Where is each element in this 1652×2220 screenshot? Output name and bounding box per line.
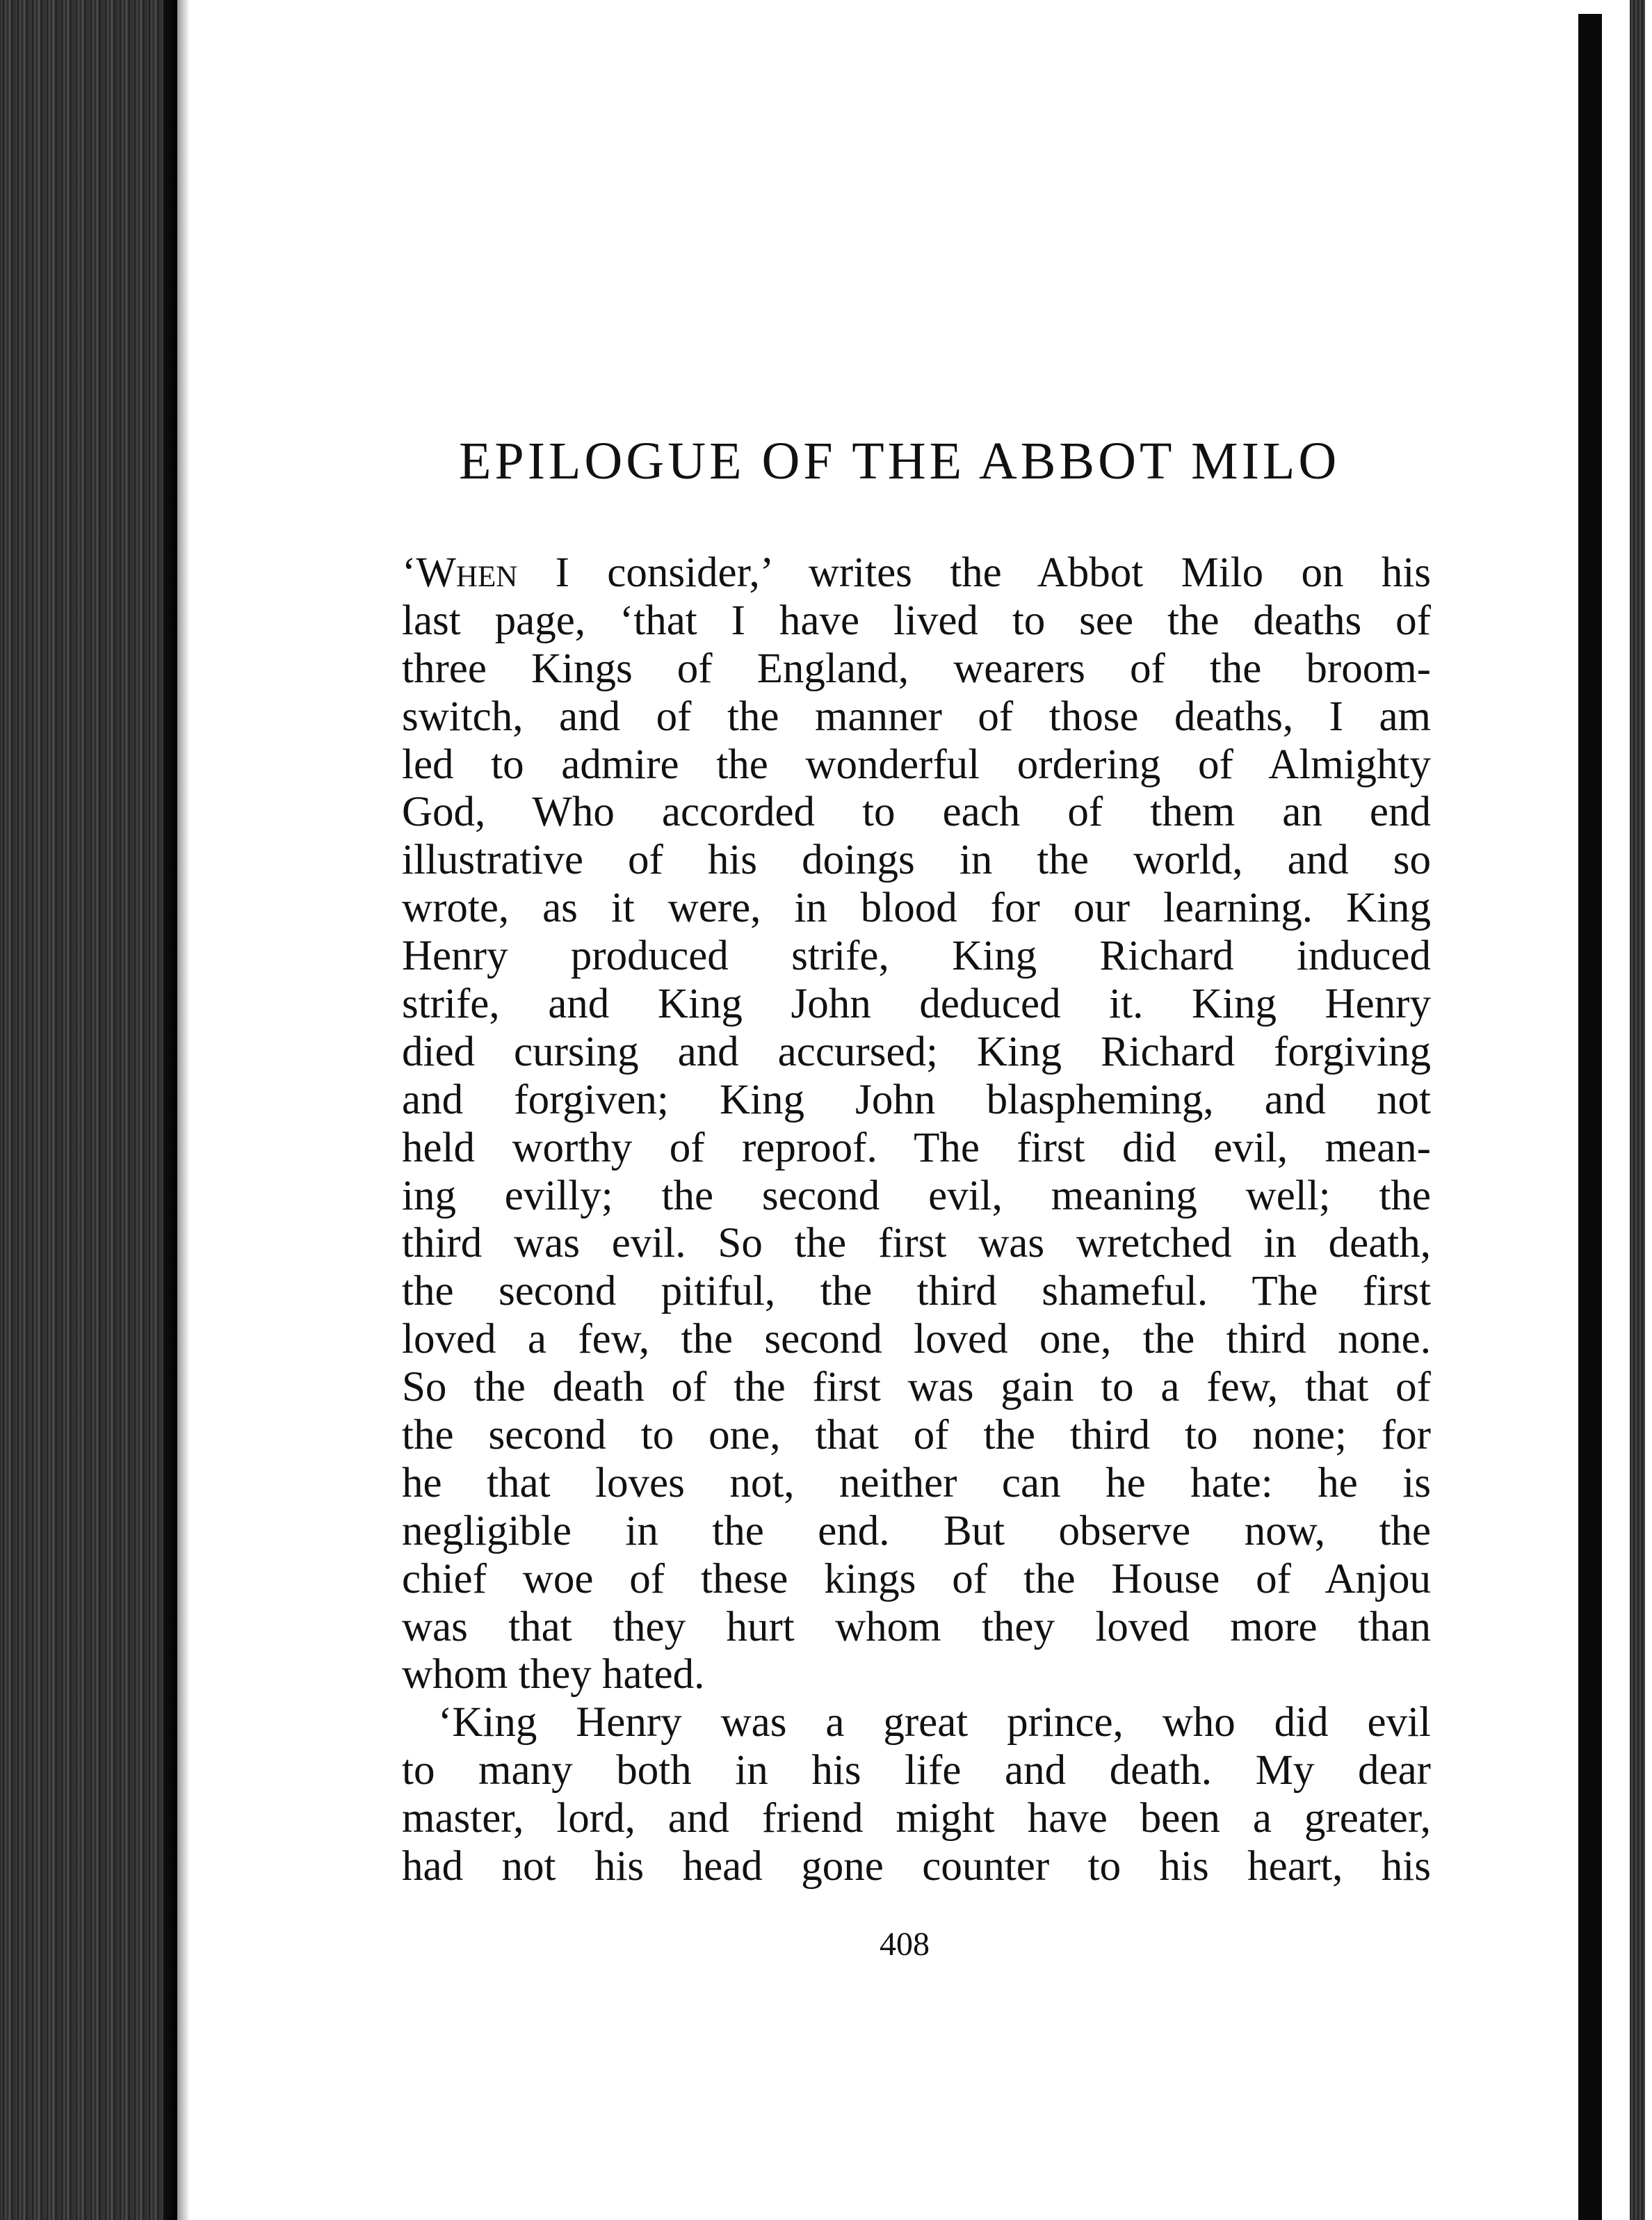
text-line: ing evilly; the second evil, meaning well; the <box>402 1172 1431 1219</box>
text-line: Henry produced strife, King Richard induced <box>402 933 1431 980</box>
text-line: to many both in his life and death. My dear <box>402 1747 1431 1794</box>
text-line: three Kings of England, wearers of the broom- <box>402 645 1431 692</box>
text-line: master, lord, and friend might have been a greater, <box>402 1795 1431 1842</box>
gutter-shadow <box>177 0 190 2220</box>
text-line: the second pitiful, the third shameful. The first <box>402 1268 1431 1315</box>
text-line: last page, ‘that I have lived to see the deaths of <box>402 597 1431 644</box>
text-line: illustrative of his doings in the world, and so <box>402 837 1431 884</box>
small-caps-lead: When <box>416 549 518 596</box>
text-line: the second to one, that of the third to none; for <box>402 1412 1431 1459</box>
text-line: held worthy of reproof. The first did evil, mean- <box>402 1124 1431 1171</box>
page-number: 408 <box>880 1926 930 1963</box>
text-line: he that loves not, neither can he hate: he is <box>402 1459 1431 1506</box>
text-line: wrote, as it were, in blood for our learning. King <box>402 885 1431 932</box>
text-line: died cursing and accursed; King Richard forgiving <box>402 1028 1431 1075</box>
body-text <box>402 549 1431 1891</box>
text-line: whom they hated. <box>402 1651 705 1698</box>
text-line: third was evil. So the first was wretched in death, <box>402 1220 1431 1267</box>
book-binding-left <box>0 0 177 2220</box>
text-line: led to admire the wonderful ordering of Almighty <box>402 741 1431 788</box>
text-line: So the death of the first was gain to a few, that of <box>402 1364 1431 1411</box>
text-line: ‘King Henry was a great prince, who did evil <box>438 1699 1431 1746</box>
text-line: was that they hurt whom they loved more than <box>402 1603 1431 1650</box>
text-line: strife, and King John deduced it. King Henry <box>402 981 1431 1028</box>
text-line: negligible in the end. But observe now, the <box>402 1507 1431 1554</box>
text-line: switch, and of the manner of those deaths, I am <box>402 693 1431 740</box>
text-line: ‘When I consider,’ writes the Abbot Milo on his <box>402 549 1432 596</box>
text-line: and forgiven; King John blaspheming, and not <box>402 1076 1431 1123</box>
text-line: loved a few, the second loved one, the third none. <box>402 1316 1431 1363</box>
text-line: chief woe of these kings of the House of Anjou <box>402 1555 1431 1602</box>
chapter-heading: EPILOGUE OF THE ABBOT MILO <box>459 432 1341 490</box>
book-binding-right <box>1602 0 1652 2220</box>
text-line: God, Who accorded to each of them an end <box>402 789 1431 836</box>
facing-page-edge <box>1578 14 1602 2220</box>
text-line: had not his head gone counter to his heart, his <box>402 1843 1431 1890</box>
